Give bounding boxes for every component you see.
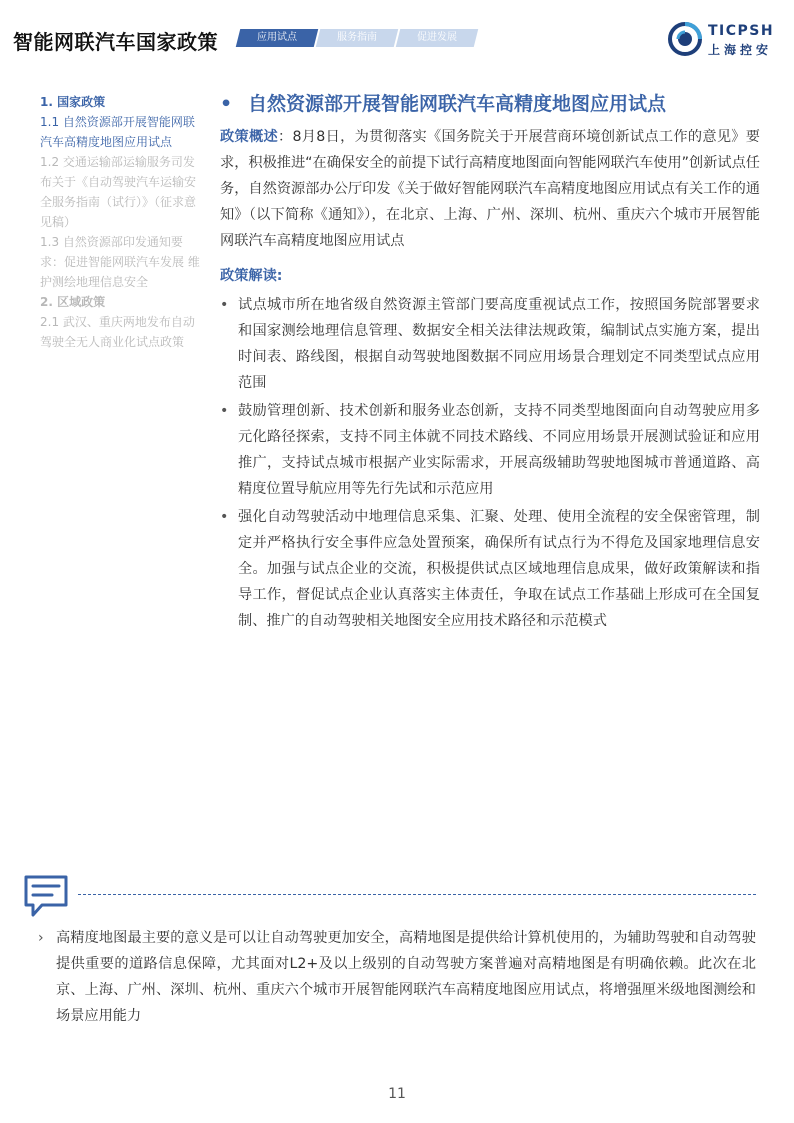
dashed-divider [78,894,756,895]
company-logo [668,22,780,58]
tab-service-guide[interactable] [316,29,398,47]
toc-heading-national[interactable]: 1. 国家政策 [40,95,106,109]
policy-overview [220,124,760,254]
main-content [220,90,760,636]
list-item-text: 强化自动驾驶活动中地理信息采集、汇聚、处理、使用全流程的安全保密管理，制定并严格执行安全事件应急处置预案，确保所有试点行为不得危及国家地理信息安全。加强与试点企业的交流，积极提供试点区域地理信息成果，做好政策解读和指导工作，督促试点企业认真落实主体责任，争取在试点工作基础上形成可在全国复制、推广的自动驾驶相关地图安全应用技术路径和示范模式 [238,509,760,629]
speech-bubble-icon [22,873,70,919]
chevron-right-icon: › [38,930,44,946]
list-item [220,398,760,502]
list-item-text: 鼓励管理创新、技术创新和服务业态创新，支持不同类型地图面向自动驾驶应用多元化路径探索，支持不同主体就不同技术路线、不同应用场景开展测试验证和应用推广，支持试点城市根据产业实际需求，开展高级辅助驾驶地图城市普通道路、高精度位置导航应用等先行先试和示范应用 [238,403,760,497]
bullet-dot: • [220,403,229,419]
article-title [220,90,760,118]
ticpsh-logo-mark-icon [668,22,702,56]
list-item [220,504,760,634]
list-item [220,292,760,396]
page-header-title: 智能网联汽车国家政策 [13,30,218,54]
page-number: 11 [388,1086,406,1102]
interpretation-colon: : [276,268,283,284]
overview-label: 政策概述 [220,129,278,145]
overview-text: ：8月8日，为贯彻落实《国务院关于开展营商环境创新试点工作的意见》要求，积极推进“在确保安全的前提下试行高精度地图面向智能网联汽车使用”创新试点任务，自然资源部办公厅印发《关于做好智能网联汽车高精度地图应用试点有关工作的通知》（以下简称《通知》），在北京、上海、广州、深圳、杭州、重庆六个城市开展智能网联汽车高精度地图应用试点 [220,129,760,249]
toc-item-1-2[interactable]: 1.2 交通运输部运输服务司发布关于《自动驾驶汽车运输安全服务指南（试行）》（征求意见稿） [40,155,197,229]
tab-application-pilot[interactable] [236,29,318,47]
toc-heading-regional[interactable]: 2. 区域政策 [40,295,106,309]
tab-label: 应用试点 [257,32,297,43]
summary-comment [38,925,756,1029]
toc-item-2-1[interactable]: 2.1 武汉、重庆两地发布自动驾驶全无人商业化试点政策 [40,315,195,349]
interpretation-list [220,292,760,634]
table-of-contents [40,92,200,352]
tab-label: 服务指南 [337,32,377,43]
bullet-dot: • [220,509,229,525]
list-item-text: 试点城市所在地省级自然资源主管部门要高度重视试点工作，按照国务院部署要求和国家测绘地理信息管理、数据安全相关法律法规政策，编制试点实施方案，提出时间表、路线图，根据自动驾驶地图数据不同应用场景合理划定不同类型试点应用范围 [238,297,760,391]
logo-english-text: TICPSH [708,23,775,39]
interpretation-label: 政策解读 [220,268,277,284]
bullet-dot: • [220,297,229,313]
toc-item-1-3[interactable]: 1.3 自然资源部印发通知要求：促进智能网联汽车发展 维护测绘地理信息安全 [40,235,200,289]
tab-label: 促进发展 [417,32,457,43]
title-bullet: • [220,93,233,115]
tab-promote-development[interactable] [396,29,478,47]
logo-chinese-text: 上海控安 [708,43,773,57]
interpretation-heading [220,264,760,288]
toc-item-1-1[interactable]: 1.1 自然资源部开展智能网联汽车高精度地图应用试点 [40,115,195,149]
article-title-text: 自然资源部开展智能网联汽车高精度地图应用试点 [248,93,667,115]
summary-text: 高精度地图最主要的意义是可以让自动驾驶更加安全，高精地图是提供给计算机使用的，为辅助驾驶和自动驾驶提供重要的道路信息保障，尤其面对L2+及以上级别的自动驾驶方案普遍对高精地图是有明确依赖。此次在北京、上海、广州、深圳、杭州、重庆六个城市开展智能网联汽车高精度地图应用试点，将增强厘米级地图测绘和场景应用能力 [56,930,756,1024]
